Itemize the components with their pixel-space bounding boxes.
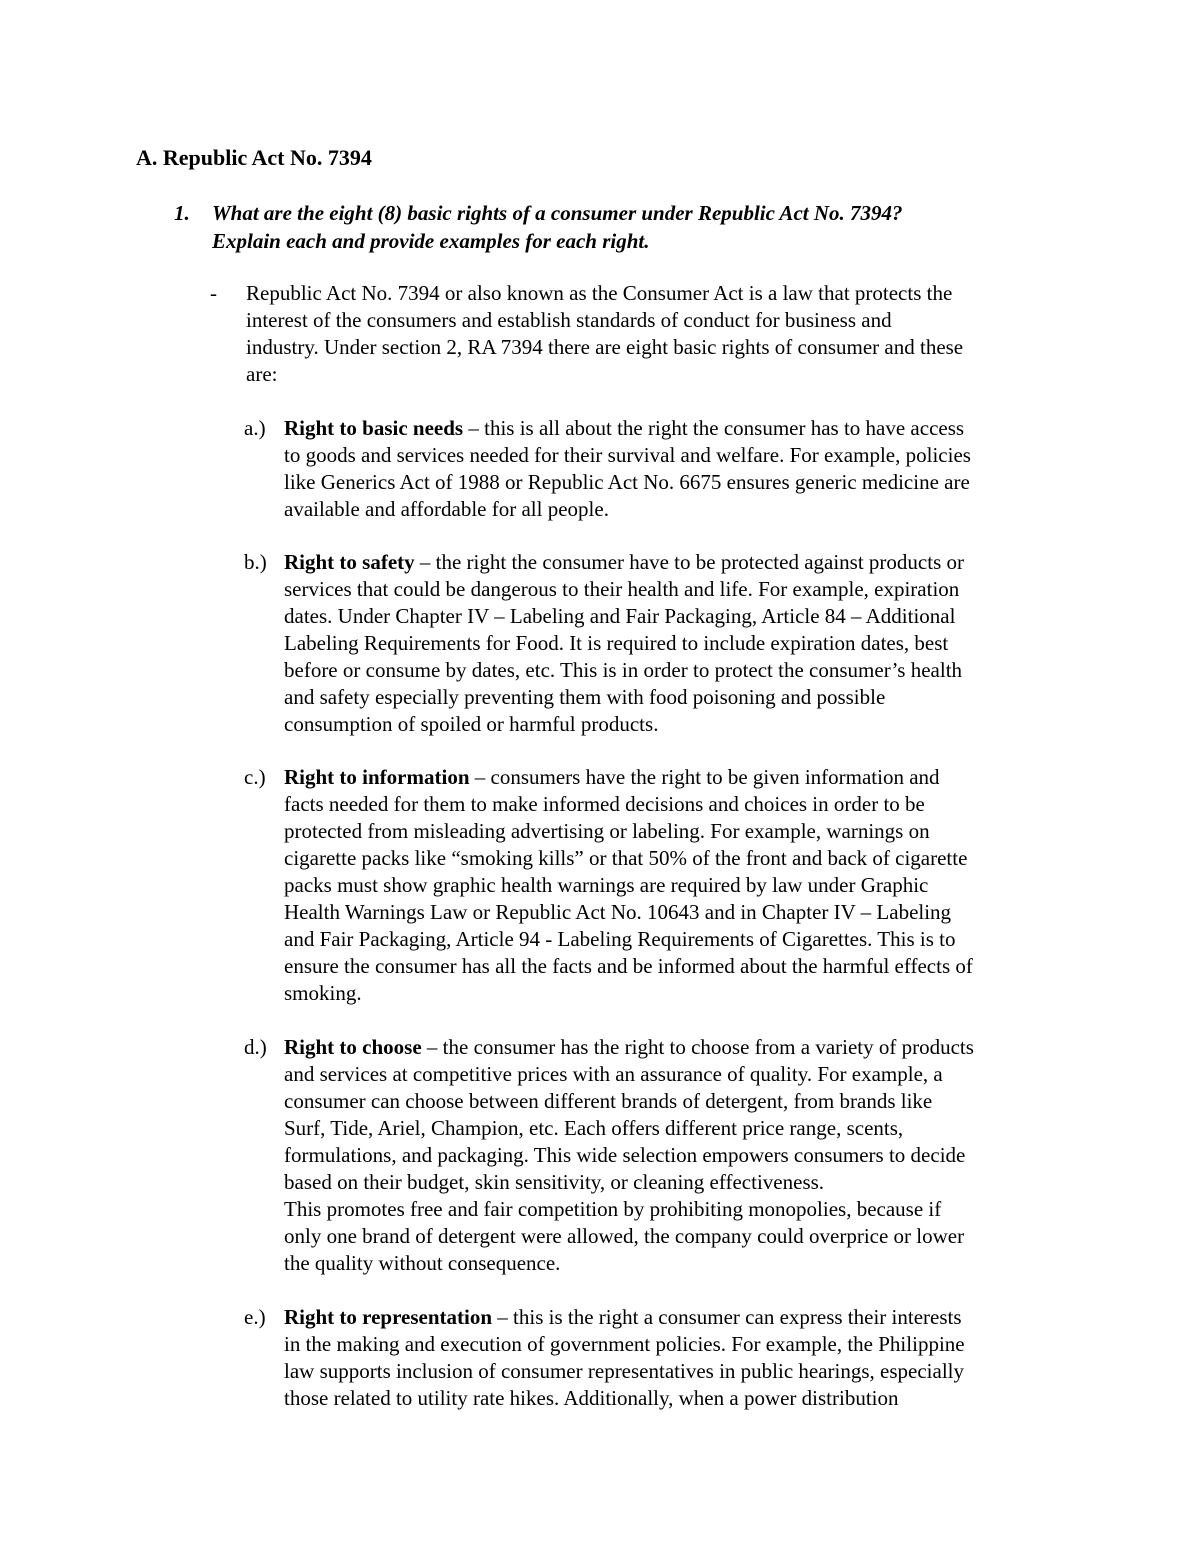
right-title: Right to basic needs — [284, 416, 464, 440]
right-line: consumption of spoiled or harmful products. — [284, 712, 659, 736]
right-line: Surf, Tide, Ariel, Champion, etc. Each offers different price range, scents, — [284, 1116, 904, 1140]
intro-line: Republic Act No. 7394 or also known as the Consumer Act is a law that protects the — [246, 281, 953, 305]
right-title: Right to information — [284, 765, 470, 789]
right-body — [284, 415, 1074, 523]
right-line — [284, 1034, 1074, 1061]
right-line: before or consume by dates, etc. This is in order to protect the consumer’s health — [284, 658, 963, 682]
right-body — [284, 764, 1074, 1007]
question-text — [212, 200, 1072, 255]
right-body — [284, 1034, 1074, 1277]
question-line: What are the eight (8) basic rights of a consumer under Republic Act No. 7394? — [212, 201, 903, 225]
right-body — [284, 549, 1074, 738]
right-line — [284, 549, 1074, 576]
right-line: Labeling Requirements for Food. It is required to include expiration dates, best — [284, 631, 949, 655]
right-line: in the making and execution of government policies. For example, the Philippine — [284, 1332, 965, 1356]
intro-line: interest of the consumers and establish standards of conduct for business and — [246, 308, 892, 332]
right-label: a.) — [244, 416, 266, 440]
right-line: Health Warnings Law or Republic Act No. 10643 and in Chapter IV – Labeling — [284, 900, 952, 924]
right-text: – this is all about the right the consumer has to have access — [463, 416, 965, 440]
right-line: only one brand of detergent were allowed, the company could overprice or lower — [284, 1224, 965, 1248]
right-line: services that could be dangerous to their health and life. For example, expiration — [284, 577, 960, 601]
intro-bullet: - — [210, 281, 217, 305]
right-line: those related to utility rate hikes. Additionally, when a power distribution — [284, 1386, 899, 1410]
right-line: packs must show graphic health warnings are required by law under Graphic — [284, 873, 929, 897]
right-line: like Generics Act of 1988 or Republic Act No. 6675 ensures generic medicine are — [284, 470, 970, 494]
right-line: smoking. — [284, 981, 362, 1005]
intro-line: are: — [246, 362, 278, 386]
right-line: formulations, and packaging. This wide selection empowers consumers to decide — [284, 1143, 966, 1167]
right-label: e.) — [244, 1305, 266, 1329]
right-line: consumer can choose between different brands of detergent, from brands like — [284, 1089, 933, 1113]
right-line: the quality without consequence. — [284, 1251, 561, 1275]
right-line: to goods and services needed for their survival and welfare. For example, policies — [284, 443, 971, 467]
right-label: d.) — [244, 1035, 267, 1059]
question-number: 1. — [174, 201, 190, 225]
right-label: c.) — [244, 765, 266, 789]
right-line — [284, 1304, 1074, 1331]
right-title: Right to choose — [284, 1035, 422, 1059]
right-line — [284, 764, 1074, 791]
right-line: law supports inclusion of consumer representatives in public hearings, especially — [284, 1359, 964, 1383]
right-title: Right to representation — [284, 1305, 493, 1329]
right-line: based on their budget, skin sensitivity, or cleaning effectiveness. — [284, 1170, 825, 1194]
right-line: and services at competitive prices with an assurance of quality. For example, a — [284, 1062, 943, 1086]
right-text: – the consumer has the right to choose from a variety of products — [421, 1035, 974, 1059]
right-line — [284, 415, 1074, 442]
intro-line: industry. Under section 2, RA 7394 there are eight basic rights of consumer and these — [246, 335, 964, 359]
right-line: facts needed for them to make informed decisions and choices in order to be — [284, 792, 925, 816]
right-body — [284, 1304, 1074, 1412]
right-text: – the right the consumer have to be protected against products or — [414, 550, 964, 574]
right-line: ensure the consumer has all the facts and be informed about the harmful effects of — [284, 954, 973, 978]
right-title: Right to safety — [284, 550, 415, 574]
section-heading: A. Republic Act No. 7394 — [136, 145, 372, 170]
right-line: available and affordable for all people. — [284, 497, 609, 521]
right-line: protected from misleading advertising or labeling. For example, warnings on — [284, 819, 930, 843]
right-text: – consumers have the right to be given information and — [469, 765, 940, 789]
right-label: b.) — [244, 550, 267, 574]
right-line: This promotes free and fair competition by prohibiting monopolies, because if — [284, 1197, 942, 1221]
right-line: cigarette packs like “smoking kills” or that 50% of the front and back of cigarette — [284, 846, 968, 870]
right-line: and Fair Packaging, Article 94 - Labeling Requirements of Cigarettes. This is to — [284, 927, 956, 951]
right-line: and safety especially preventing them with food poisoning and possible — [284, 685, 886, 709]
intro-text — [246, 280, 1086, 388]
right-text: – this is the right a consumer can express their interests — [492, 1305, 962, 1329]
question-line: Explain each and provide examples for each right. — [212, 228, 650, 253]
right-line: dates. Under Chapter IV – Labeling and Fair Packaging, Article 84 – Additional — [284, 604, 956, 628]
